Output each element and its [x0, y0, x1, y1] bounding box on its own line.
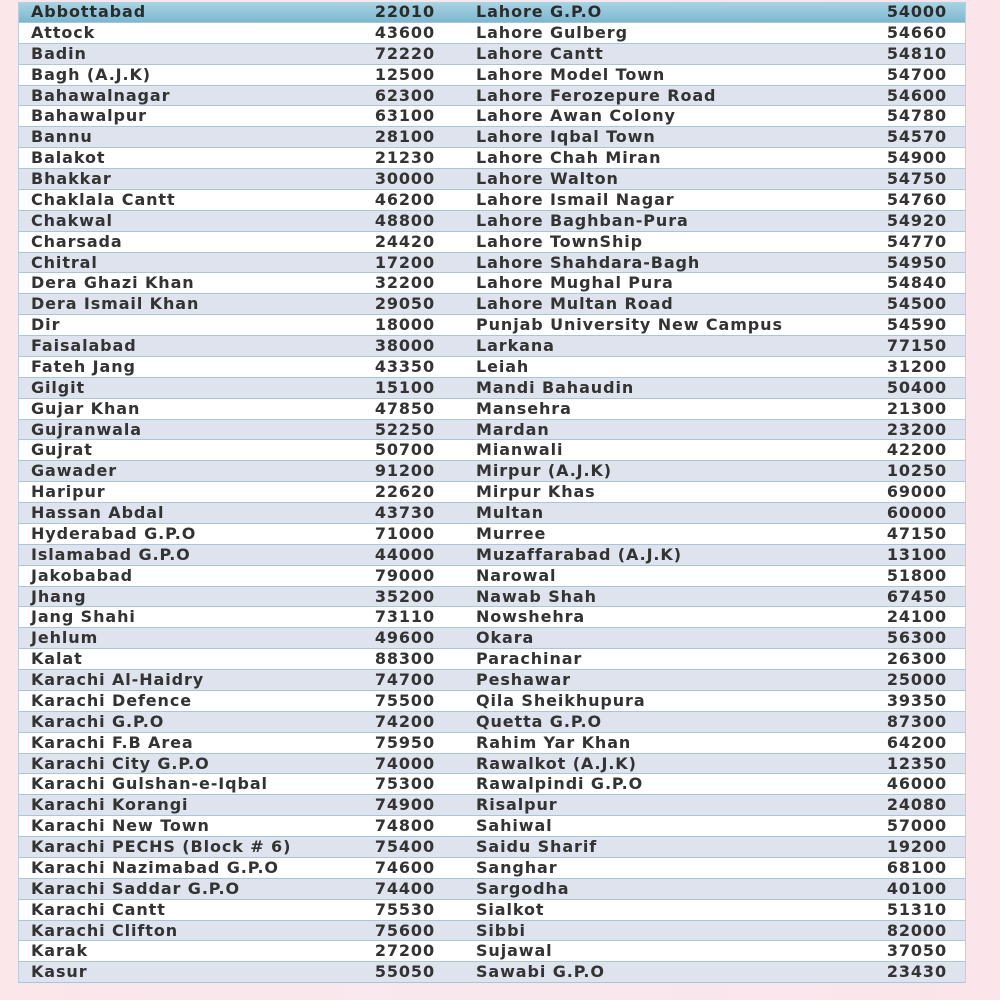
city-name: Bahawalpur — [31, 106, 147, 126]
postal-code: 62300 — [374, 85, 435, 105]
city-name: Quetta G.P.O — [476, 711, 602, 731]
postal-code: 18000 — [374, 315, 435, 335]
city-name: Jhang — [31, 586, 87, 606]
city-name: Karachi Gulshan-e-Iqbal — [31, 774, 268, 794]
table-row — [19, 587, 965, 608]
city-name: Rawalpindi G.P.O — [476, 774, 644, 794]
postal-code: 29050 — [374, 294, 435, 314]
table-row — [19, 879, 965, 900]
table-row — [19, 169, 965, 190]
city-name: Karachi City G.P.O — [31, 753, 210, 773]
postal-code: 15100 — [374, 377, 435, 397]
city-name: Sujawal — [476, 941, 553, 961]
city-name: Gujranwala — [31, 419, 142, 439]
postal-code: 24080 — [886, 795, 947, 815]
postal-code: 12500 — [374, 64, 435, 84]
postal-code: 54920 — [886, 210, 947, 230]
table-row — [19, 44, 965, 65]
city-name: Bhakkar — [31, 169, 112, 188]
postal-code: 72220 — [374, 43, 435, 63]
city-name: Karachi Cantt — [31, 899, 166, 919]
postal-code: 87300 — [886, 711, 947, 731]
postal-code: 68100 — [886, 857, 947, 877]
postal-code: 54000 — [886, 2, 947, 21]
city-name: Abbottabad — [31, 2, 147, 21]
table-row — [19, 190, 965, 211]
postal-code: 38000 — [374, 336, 435, 355]
city-name: Chakwal — [31, 210, 113, 230]
postal-code: 73110 — [374, 607, 435, 627]
table-row — [19, 649, 965, 670]
city-name: Gawader — [31, 461, 118, 481]
city-name: Saidu Sharif — [476, 837, 598, 856]
city-name: Faisalabad — [31, 336, 137, 355]
postal-code: 54780 — [886, 106, 947, 126]
postal-code: 49600 — [374, 628, 435, 648]
postal-code: 27200 — [374, 941, 435, 961]
postal-code: 21300 — [886, 398, 947, 418]
postal-code: 48800 — [374, 210, 435, 230]
table-row — [19, 378, 965, 399]
postal-code: 26300 — [886, 649, 947, 669]
table-row — [19, 733, 965, 754]
city-name: Sawabi G.P.O — [476, 962, 605, 982]
city-name: Kalat — [31, 649, 83, 669]
city-name: Badin — [31, 43, 87, 63]
city-name: Bagh (A.J.K) — [31, 64, 152, 84]
city-name: Multan — [476, 503, 545, 522]
city-name: Peshawar — [476, 670, 571, 689]
city-name: Nawab Shah — [476, 586, 597, 606]
postal-code: 52250 — [374, 419, 435, 439]
city-name: Fateh Jang — [31, 356, 136, 376]
postal-code: 74400 — [374, 878, 435, 898]
city-name: Sibbi — [476, 920, 526, 940]
postal-code: 74200 — [374, 711, 435, 731]
table-row — [19, 211, 965, 232]
city-name: Karak — [31, 941, 89, 961]
postal-code: 75950 — [374, 732, 435, 752]
postal-code: 13100 — [886, 544, 947, 564]
table-row — [19, 23, 965, 44]
city-name: Gujar Khan — [31, 398, 141, 418]
table-row — [19, 461, 965, 482]
postal-code: 56300 — [886, 628, 947, 648]
postal-code: 82000 — [886, 920, 947, 940]
table-row — [19, 503, 965, 524]
postal-code: 74800 — [374, 816, 435, 836]
city-name: Karachi Saddar G.P.O — [31, 878, 240, 898]
postal-code: 46000 — [886, 774, 947, 794]
postal-code: 10250 — [886, 461, 947, 481]
city-name: Chitral — [31, 252, 98, 272]
city-name: Mandi Bahaudin — [476, 377, 635, 397]
city-name: Hyderabad G.P.O — [31, 523, 197, 543]
city-name: Lahore Chah Miran — [476, 148, 662, 168]
city-name: Jakobabad — [31, 565, 134, 585]
postal-code: 54900 — [886, 148, 947, 168]
city-name: Karachi Nazimabad G.P.O — [31, 857, 279, 877]
city-name: Lahore Cantt — [476, 43, 604, 63]
postal-code: 30000 — [374, 169, 435, 188]
postal-code: 19200 — [886, 837, 947, 856]
city-name: Haripur — [31, 482, 106, 502]
city-name: Attock — [31, 22, 96, 42]
postal-code: 91200 — [374, 461, 435, 481]
table-row — [19, 566, 965, 587]
postal-code: 43730 — [374, 503, 435, 522]
postal-code: 23430 — [886, 962, 947, 982]
table-row — [19, 712, 965, 733]
table-row — [19, 691, 965, 712]
city-name: Islamabad G.P.O — [31, 544, 191, 564]
table-row — [19, 148, 965, 169]
table-row — [19, 440, 965, 461]
table-row — [19, 315, 965, 336]
city-name: Punjab University New Campus — [476, 315, 783, 335]
city-name: Dera Ghazi Khan — [31, 273, 195, 293]
postal-code: 79000 — [374, 565, 435, 585]
city-name: Sahiwal — [476, 816, 553, 836]
table-row — [19, 795, 965, 816]
city-name: Muzaffarabad (A.J.K) — [476, 544, 682, 564]
postal-code: 63100 — [374, 106, 435, 126]
city-name: Karachi Al-Haidry — [31, 670, 205, 689]
city-name: Mianwali — [476, 440, 564, 460]
table-row — [19, 900, 965, 921]
city-name: Qila Sheikhupura — [476, 690, 646, 710]
postal-code: 55050 — [374, 962, 435, 982]
postal-code: 21230 — [374, 148, 435, 168]
city-name: Mirpur Khas — [476, 482, 596, 502]
table-row — [19, 106, 965, 127]
city-name: Mardan — [476, 419, 550, 439]
postal-code: 74700 — [374, 670, 435, 689]
city-name: Balakot — [31, 148, 106, 168]
city-name: Larkana — [476, 336, 555, 355]
postal-code: 50400 — [886, 377, 947, 397]
table-row — [19, 837, 965, 858]
postal-code: 31200 — [886, 356, 947, 376]
postal-code: 51310 — [886, 899, 947, 919]
table-row — [19, 336, 965, 357]
postal-code: 43600 — [374, 22, 435, 42]
city-name: Lahore Iqbal Town — [476, 127, 656, 147]
postal-code: 77150 — [886, 336, 947, 355]
city-name: Leiah — [476, 356, 530, 376]
city-name: Hassan Abdal — [31, 503, 165, 522]
postal-code: 12350 — [886, 753, 947, 773]
postal-code: 75300 — [374, 774, 435, 794]
city-name: Nowshehra — [476, 607, 586, 627]
postal-code: 42200 — [886, 440, 947, 460]
postal-code: 23200 — [886, 419, 947, 439]
postal-code: 44000 — [374, 544, 435, 564]
table-row — [19, 232, 965, 253]
city-name: Lahore Gulberg — [476, 22, 628, 42]
city-name: Rahim Yar Khan — [476, 732, 632, 752]
table-row — [19, 670, 965, 691]
city-name: Lahore Multan Road — [476, 294, 674, 314]
postal-code: 54770 — [886, 231, 947, 251]
city-name: Charsada — [31, 231, 123, 251]
table-row — [19, 399, 965, 420]
postal-code: 54840 — [886, 273, 947, 293]
postal-code: 57000 — [886, 816, 947, 836]
table-row — [19, 86, 965, 107]
postal-code: 54600 — [886, 85, 947, 105]
city-name: Lahore Model Town — [476, 64, 666, 84]
postal-code: 67450 — [886, 586, 947, 606]
postal-code: 17200 — [374, 252, 435, 272]
postal-code: 54500 — [886, 294, 947, 314]
postal-code: 24420 — [374, 231, 435, 251]
postal-code: 40100 — [886, 878, 947, 898]
table-row — [19, 858, 965, 879]
city-name: Karachi G.P.O — [31, 711, 165, 731]
table-row — [19, 941, 965, 962]
city-name: Lahore Ismail Nagar — [476, 189, 675, 209]
city-name: Lahore Ferozepure Road — [476, 85, 717, 105]
table-row — [19, 524, 965, 545]
postal-code: 74600 — [374, 857, 435, 877]
postal-code: 37050 — [886, 941, 947, 961]
postal-code: 22010 — [374, 2, 435, 21]
postal-code-table — [18, 2, 966, 983]
postal-code: 39350 — [886, 690, 947, 710]
city-name: Gilgit — [31, 377, 86, 397]
postal-code: 54590 — [886, 315, 947, 335]
table-row — [19, 273, 965, 294]
city-name: Karachi F.B Area — [31, 732, 194, 752]
postal-code: 71000 — [374, 523, 435, 543]
city-name: Lahore G.P.O — [476, 2, 603, 21]
table-row — [19, 127, 965, 148]
postal-code: 74900 — [374, 795, 435, 815]
table-row — [19, 2, 965, 23]
city-name: Karachi New Town — [31, 816, 210, 836]
postal-code: 64200 — [886, 732, 947, 752]
city-name: Karachi Korangi — [31, 795, 189, 815]
postal-code: 54570 — [886, 127, 947, 147]
city-name: Jang Shahi — [31, 607, 136, 627]
city-name: Chaklala Cantt — [31, 189, 176, 209]
city-name: Narowal — [476, 565, 557, 585]
table-row — [19, 253, 965, 274]
table-row — [19, 65, 965, 86]
table-row — [19, 357, 965, 378]
postal-code: 75600 — [374, 920, 435, 940]
city-name: Rawalkot (A.J.K) — [476, 753, 637, 773]
city-name: Lahore Awan Colony — [476, 106, 676, 126]
city-name: Kasur — [31, 962, 88, 982]
table-row — [19, 628, 965, 649]
postal-code: 54950 — [886, 252, 947, 272]
postal-code: 60000 — [886, 503, 947, 522]
postal-code: 75400 — [374, 837, 435, 856]
city-name: Dir — [31, 315, 61, 335]
city-name: Lahore Shahdara-Bagh — [476, 252, 701, 272]
city-name: Lahore TownShip — [476, 231, 643, 251]
postal-code: 32200 — [374, 273, 435, 293]
postal-code: 54750 — [886, 169, 947, 188]
city-name: Dera Ismail Khan — [31, 294, 200, 314]
city-name: Mirpur (A.J.K) — [476, 461, 613, 481]
table-row — [19, 294, 965, 315]
postal-code: 54660 — [886, 22, 947, 42]
postal-code: 88300 — [374, 649, 435, 669]
postal-code: 43350 — [374, 356, 435, 376]
table-row — [19, 754, 965, 775]
postal-code: 46200 — [374, 189, 435, 209]
postal-code: 50700 — [374, 440, 435, 460]
table-row — [19, 420, 965, 441]
table-row — [19, 962, 965, 983]
table-row — [19, 607, 965, 628]
table-row — [19, 921, 965, 942]
city-name: Gujrat — [31, 440, 93, 460]
city-name: Karachi Defence — [31, 690, 192, 710]
postal-code: 28100 — [374, 127, 435, 147]
postal-code: 51800 — [886, 565, 947, 585]
postal-code: 47850 — [374, 398, 435, 418]
postal-code: 75530 — [374, 899, 435, 919]
table-row — [19, 774, 965, 795]
city-name: Jehlum — [31, 628, 99, 648]
table-row — [19, 545, 965, 566]
postal-code: 54810 — [886, 43, 947, 63]
table-row — [19, 816, 965, 837]
city-name: Bahawalnagar — [31, 85, 171, 105]
city-name: Murree — [476, 523, 547, 543]
table-row — [19, 482, 965, 503]
city-name: Karachi PECHS (Block # 6) — [31, 837, 292, 856]
city-name: Sialkot — [476, 899, 545, 919]
postal-code: 47150 — [886, 523, 947, 543]
postal-code: 54760 — [886, 189, 947, 209]
postal-code: 35200 — [374, 586, 435, 606]
city-name: Lahore Mughal Pura — [476, 273, 674, 293]
postal-code: 54700 — [886, 64, 947, 84]
postal-code: 25000 — [886, 670, 947, 689]
city-name: Risalpur — [476, 795, 558, 815]
city-name: Parachinar — [476, 649, 583, 669]
postal-code: 75500 — [374, 690, 435, 710]
city-name: Sanghar — [476, 857, 558, 877]
postal-code: 22620 — [374, 482, 435, 502]
city-name: Sargodha — [476, 878, 570, 898]
city-name: Mansehra — [476, 398, 572, 418]
city-name: Karachi Clifton — [31, 920, 179, 940]
city-name: Bannu — [31, 127, 93, 147]
city-name: Okara — [476, 628, 535, 648]
city-name: Lahore Walton — [476, 169, 619, 188]
city-name: Lahore Baghban-Pura — [476, 210, 689, 230]
postal-code: 24100 — [886, 607, 947, 627]
postal-code: 69000 — [886, 482, 947, 502]
postal-code: 74000 — [374, 753, 435, 773]
